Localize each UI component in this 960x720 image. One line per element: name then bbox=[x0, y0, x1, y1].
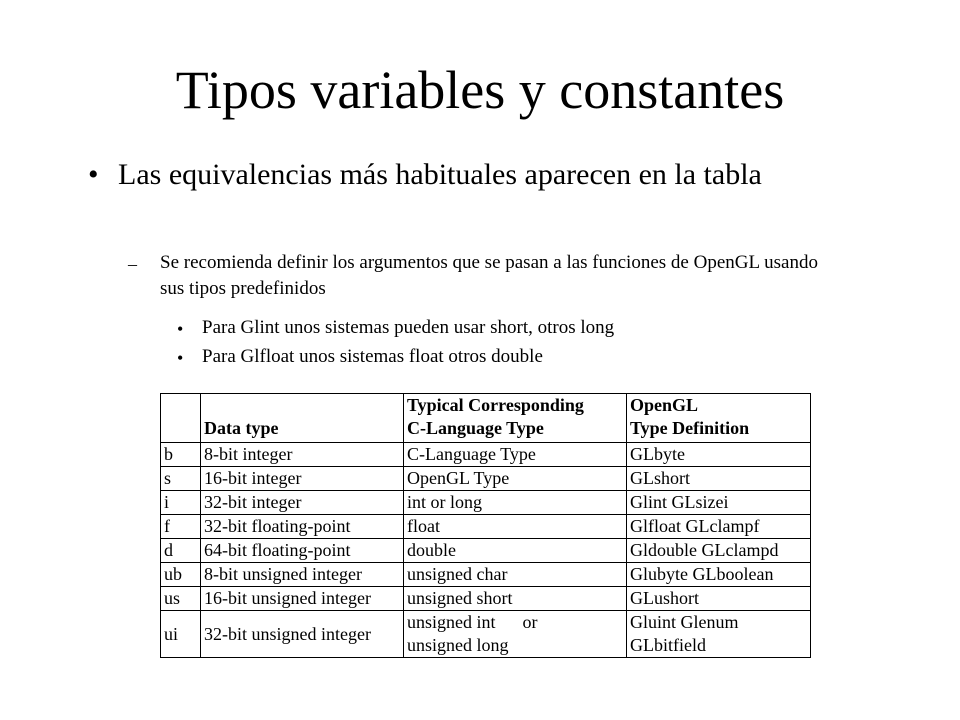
cell-suffix: ub bbox=[161, 563, 201, 587]
cell-data-type: 8-bit unsigned integer bbox=[201, 563, 404, 587]
cell-data-type: 64-bit floating-point bbox=[201, 539, 404, 563]
bullet-level3-glfloat: Para Glfloat unos sistemas float otros double bbox=[202, 346, 543, 367]
cell-gl-type: Glfloat GLclampf bbox=[627, 515, 811, 539]
table-row bbox=[161, 539, 811, 563]
header-data-type bbox=[201, 394, 404, 443]
cell-gl-type-line1: Gluint Glenum bbox=[630, 612, 739, 632]
cell-data-type: 32-bit unsigned integer bbox=[201, 611, 404, 658]
cell-suffix: d bbox=[161, 539, 201, 563]
cell-gl-type: GLshort bbox=[627, 467, 811, 491]
table-row bbox=[161, 443, 811, 467]
cell-suffix: us bbox=[161, 587, 201, 611]
cell-c-type: C-Language Type bbox=[404, 443, 627, 467]
bullet-level1: Las equivalencias más habituales aparecen en la tabla bbox=[118, 158, 762, 191]
header-c-type-line1: Typical Corresponding bbox=[407, 395, 584, 415]
bullet-icon: • bbox=[88, 158, 99, 191]
header-suffix bbox=[161, 394, 201, 443]
cell-suffix: ui bbox=[161, 611, 201, 658]
cell-gl-type: Glubyte GLboolean bbox=[627, 563, 811, 587]
cell-data-type: 16-bit unsigned integer bbox=[201, 587, 404, 611]
cell-gl-type: GLbyte bbox=[627, 443, 811, 467]
cell-data-type: 8-bit integer bbox=[201, 443, 404, 467]
cell-c-type: unsigned char bbox=[404, 563, 627, 587]
slide-title: Tipos variables y constantes bbox=[175, 60, 785, 120]
cell-gl-type-line2: GLbitfield bbox=[630, 635, 706, 655]
cell-c-type-line1: unsigned int or bbox=[407, 612, 538, 632]
cell-suffix: f bbox=[161, 515, 201, 539]
bullet-level2: Se recomienda definir los argumentos que se pasan a las funciones de OpenGL usando sus tipos predefinidos bbox=[160, 252, 818, 299]
table-row bbox=[161, 563, 811, 587]
header-c-type-line2: C-Language Type bbox=[407, 418, 544, 438]
table-header-row bbox=[161, 394, 811, 443]
table-row bbox=[161, 515, 811, 539]
table-row bbox=[161, 587, 811, 611]
header-gl-type-line2: Type Definition bbox=[630, 418, 750, 438]
cell-gl-type: GLushort bbox=[627, 587, 811, 611]
cell-suffix: b bbox=[161, 443, 201, 467]
table-row bbox=[161, 491, 811, 515]
header-c-type bbox=[404, 394, 627, 443]
cell-c-type bbox=[404, 611, 627, 658]
cell-c-type: int or long bbox=[404, 491, 627, 515]
cell-gl-type: Gldouble GLclampd bbox=[627, 539, 811, 563]
dash-icon: – bbox=[128, 254, 137, 274]
cell-c-type-line2: unsigned long bbox=[407, 635, 509, 655]
bullet-icon: • bbox=[177, 319, 184, 339]
cell-c-type: unsigned short bbox=[404, 587, 627, 611]
cell-c-type: float bbox=[404, 515, 627, 539]
table-row bbox=[161, 611, 811, 658]
cell-gl-type: Glint GLsizei bbox=[627, 491, 811, 515]
header-gl-type-line1: OpenGL bbox=[630, 395, 699, 415]
bullet-icon: • bbox=[177, 348, 184, 368]
header-gl-type bbox=[627, 394, 811, 443]
cell-data-type: 16-bit integer bbox=[201, 467, 404, 491]
bullet-level3-glint: Para Glint unos sistemas pueden usar short, otros long bbox=[202, 317, 615, 338]
data-types-table bbox=[160, 393, 811, 658]
table-row bbox=[161, 467, 811, 491]
cell-suffix: i bbox=[161, 491, 201, 515]
cell-data-type: 32-bit integer bbox=[201, 491, 404, 515]
header-data-type-label: Data type bbox=[204, 418, 279, 438]
cell-data-type: 32-bit floating-point bbox=[201, 515, 404, 539]
cell-c-type: OpenGL Type bbox=[404, 467, 627, 491]
cell-c-type: double bbox=[404, 539, 627, 563]
cell-gl-type bbox=[627, 611, 811, 658]
cell-suffix: s bbox=[161, 467, 201, 491]
